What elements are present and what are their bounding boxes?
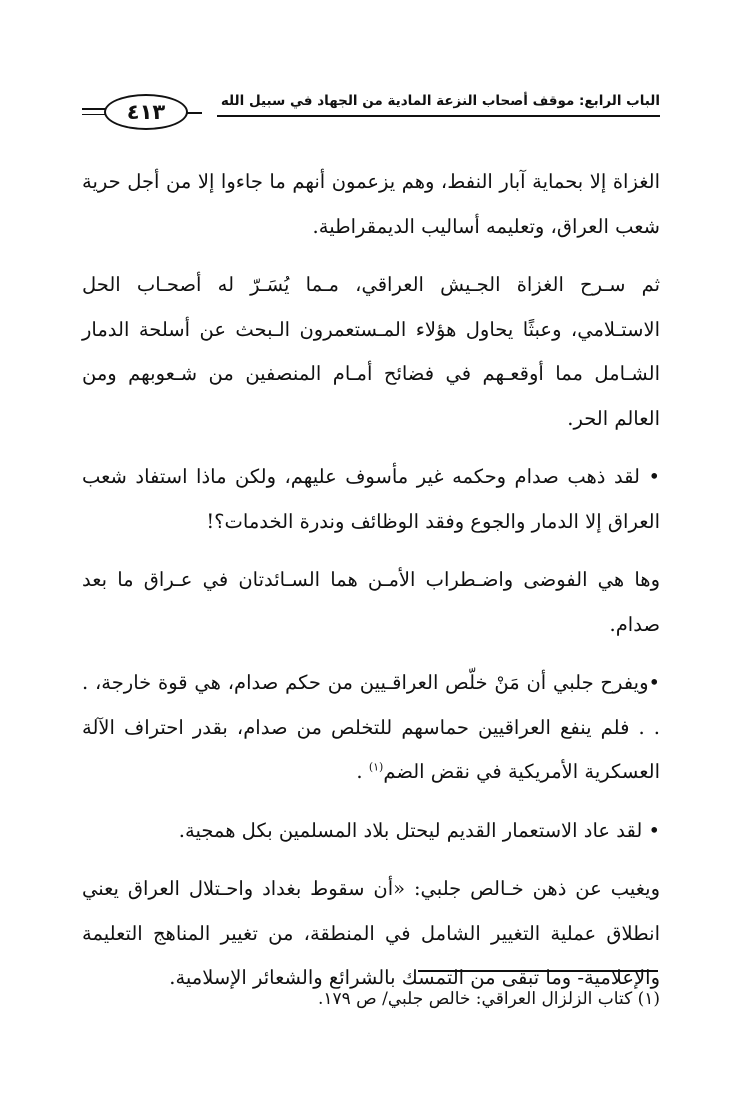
header-rule-between bbox=[186, 112, 202, 114]
page-number: ٤١٣ bbox=[104, 94, 188, 130]
paragraph-text: •ويفرح جلبي أن مَنْ خلّص العراقـيين من حكم صدام، هي قوة خارجة، . . . فلم ينفع العراقيين حماسهم للتخلص من صدام، بقدر احتراف الآلة العسكرية الأمريكية في نقض الضم bbox=[82, 671, 660, 783]
paragraph-tail: . bbox=[356, 760, 369, 783]
header-rule-left-top bbox=[82, 108, 106, 110]
footnote-separator bbox=[418, 970, 658, 972]
paragraph: ويغيب عن ذهن خـالص جلبي: «أن سقوط بغداد واحـتلال العراق يعني انطلاق عملية التغيير الشامل في المنطقة، من تغيير المناهج التعليمة والإعلامية- وما تبقى من التمسك بالشرائع والشعائر الإسلامية. bbox=[82, 877, 660, 989]
bullet-paragraph: • لقد ذهب صدام وحكمه غير مأسوف عليهم، ولكن ماذا استفاد شعب العراق إلا الدمار والجوع وفقد الوظائف وندرة الخدمات؟! bbox=[82, 465, 660, 533]
footnote-reference: (١) bbox=[368, 760, 384, 774]
body-text bbox=[82, 160, 660, 1015]
paragraph: الغزاة إلا بحماية آبار النفط، وهم يزعمون أنهم ما جاءوا إلا من أجل حرية شعب العراق، وتعليمه أساليب الديمقراطية. bbox=[82, 170, 660, 238]
paragraph: ثم سـرح الغزاة الجـيش العراقي، مـما يُسَـرّ له أصحـاب الحل الاستـلامي، وعبثًا يحاول هؤلاء المـستعمرون الـبحث عن أسلحة الدمار الشـامل مما أوقعـهم في فضائح أمـام المنصفين من شـعوبهم ومن العالم الحر. bbox=[82, 273, 660, 430]
running-title: الباب الرابع: موقف أصحاب النزعة المادية من الجهاد في سبيل الله bbox=[217, 93, 660, 117]
footnote: (١) كتاب الزلزال العراقي: خالص جلبي/ ص ١٧٩. bbox=[317, 989, 660, 1009]
header-rule-left-bottom bbox=[82, 114, 106, 115]
page-header bbox=[82, 92, 660, 136]
paragraph: وها هي الفوضى واضـطراب الأمـن هما السـائدتان في عـراق ما بعد صدام. bbox=[82, 568, 660, 636]
bullet-paragraph-with-footnote bbox=[82, 661, 660, 795]
bullet-paragraph: • لقد عاد الاستعمار القديم ليحتل بلاد المسلمين بكل همجية. bbox=[178, 818, 660, 842]
